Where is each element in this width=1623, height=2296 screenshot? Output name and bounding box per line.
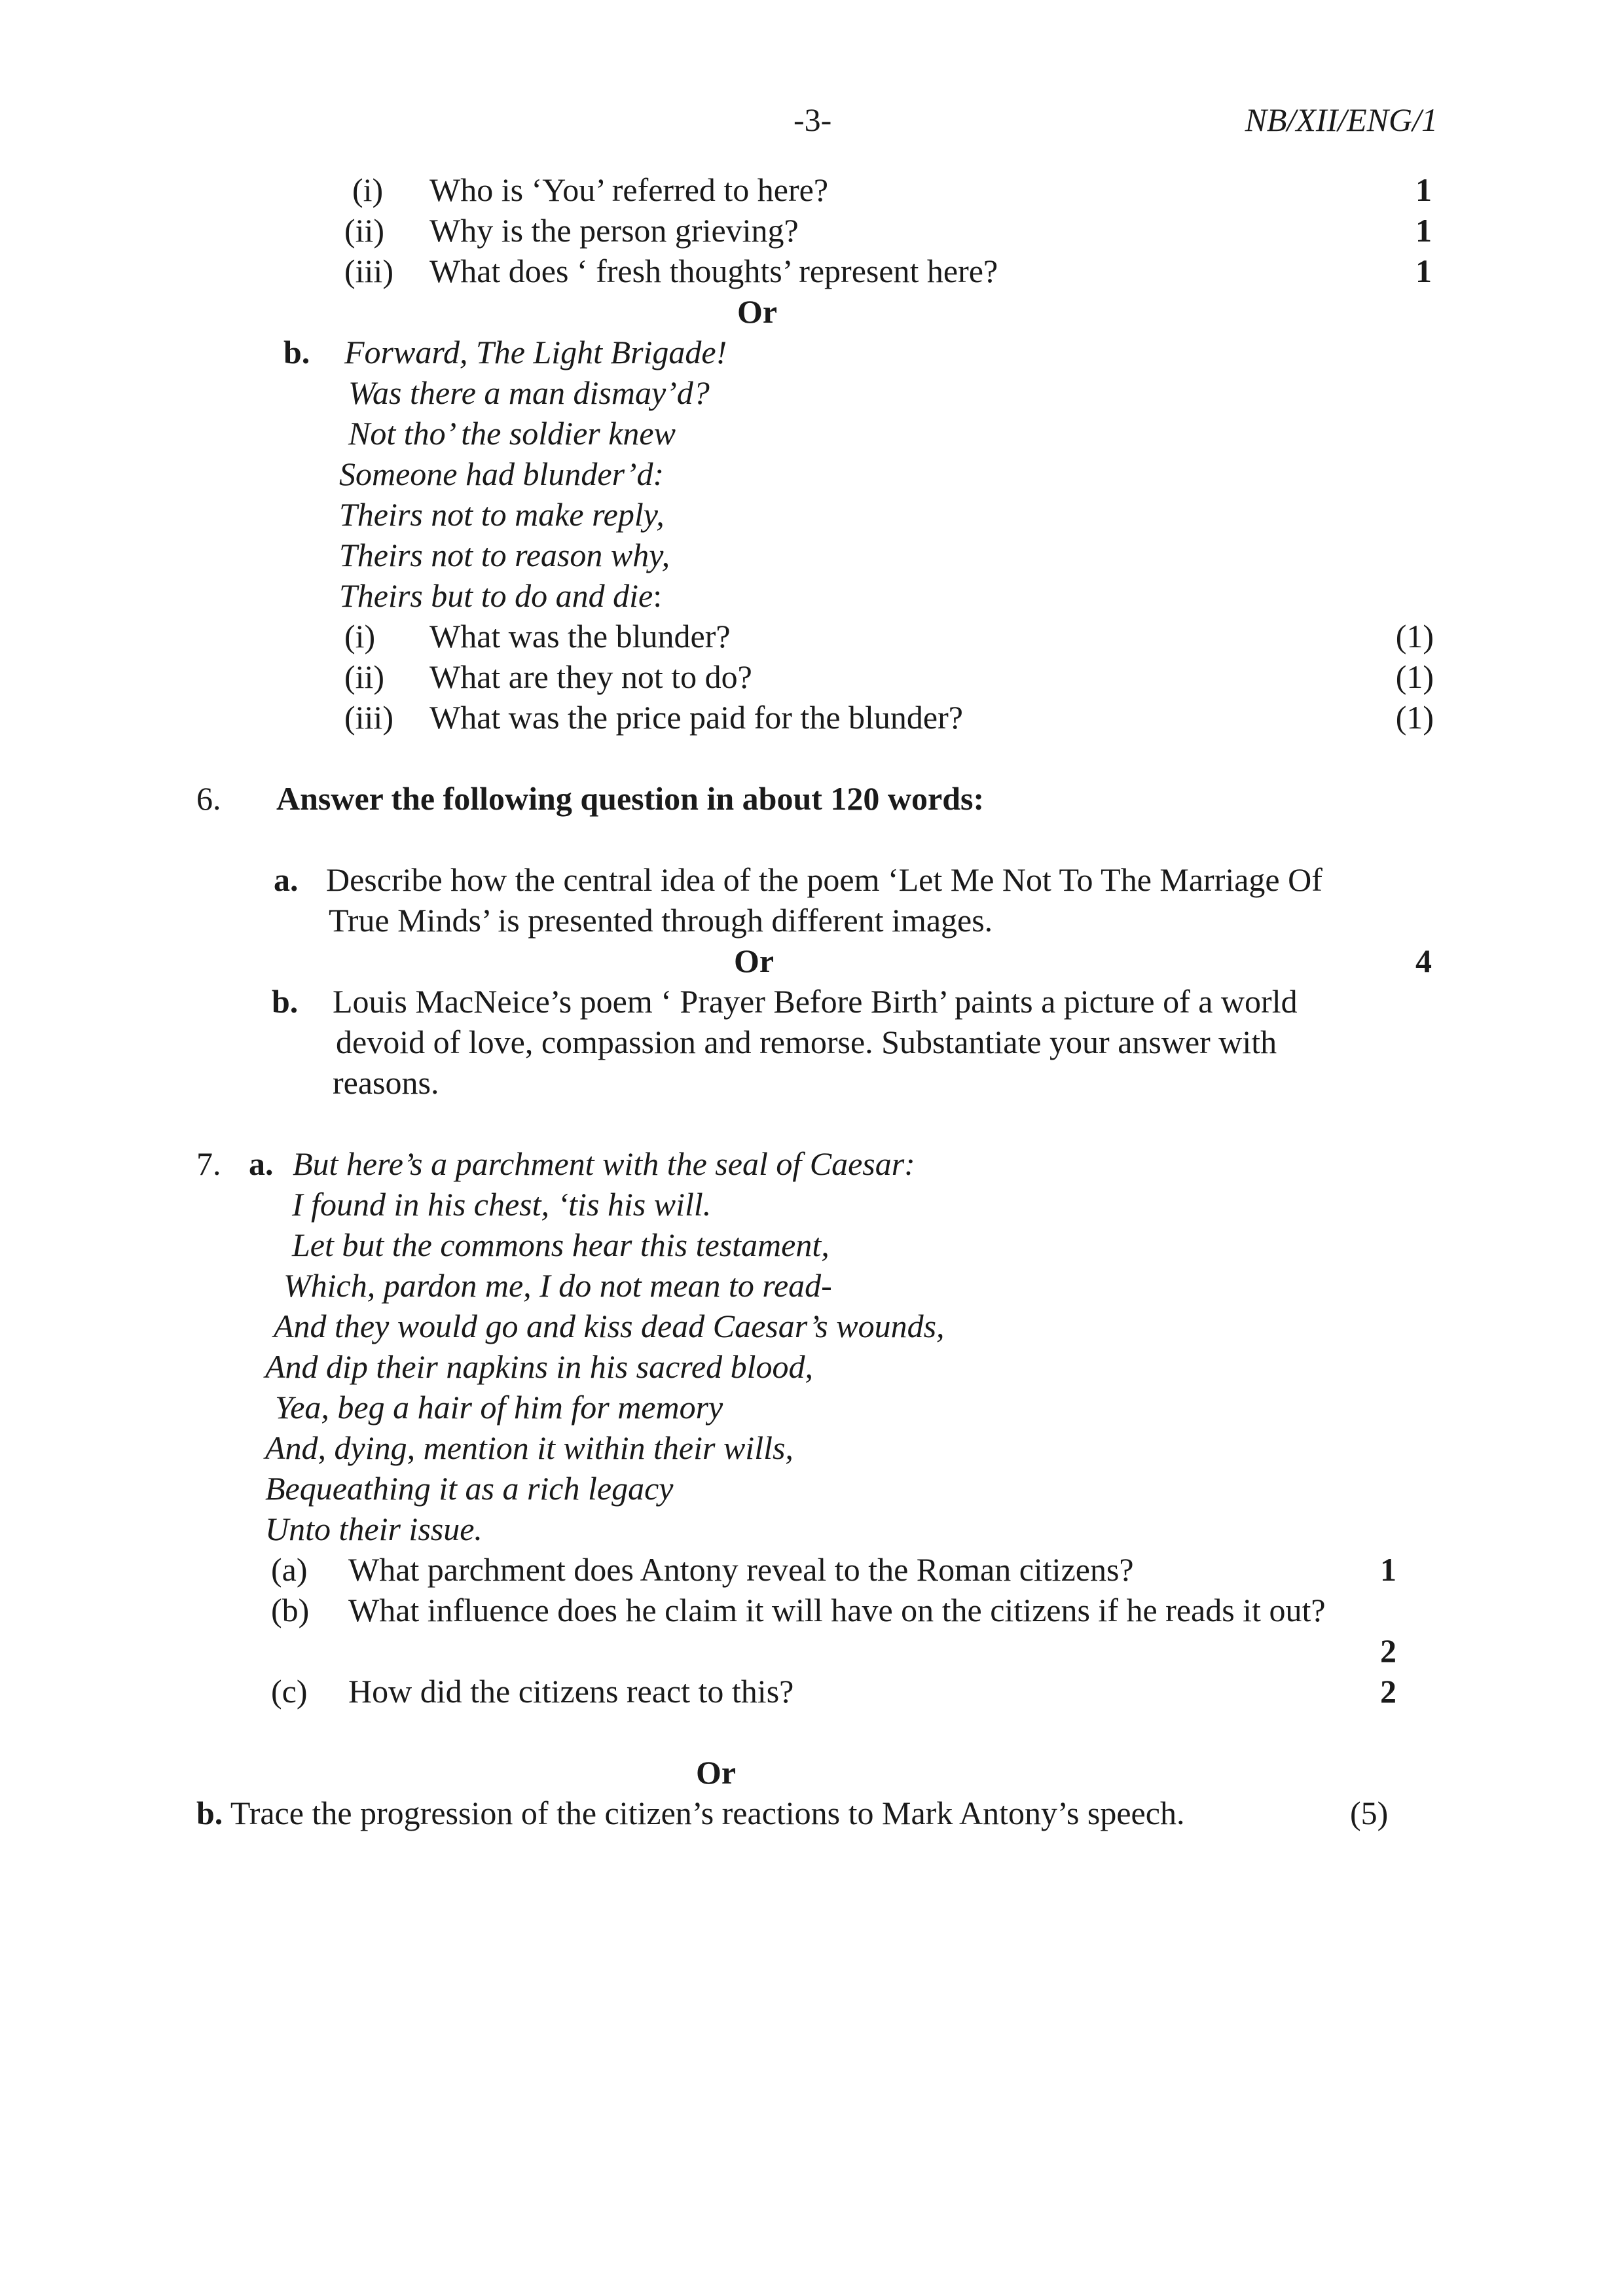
q7a-item-text: How did the citizens react to this?	[348, 1673, 794, 1710]
q6b-label: b.	[272, 983, 299, 1020]
passage-line: And they would go and kiss dead Caesar’s wounds,	[274, 1308, 945, 1344]
paper-code: NB/XII/ENG/1	[1245, 101, 1438, 138]
q5a-item-text: What does ‘ fresh thoughts’ represent here?	[429, 253, 998, 289]
poem-line: Theirs but to do and die	[339, 577, 653, 614]
q5a-item-mark: 1	[1415, 171, 1432, 208]
q7b-mark: (5)	[1350, 1795, 1389, 1831]
passage-line: And dip their napkins in his sacred blood,	[265, 1348, 813, 1385]
page-number: -3-	[793, 101, 832, 138]
passage-line: Which, pardon me, I do not mean to read-	[283, 1267, 832, 1304]
q6a-line: True Minds’ is presented through different images.	[329, 902, 993, 939]
q6b-line: Louis MacNeice’s poem ‘ Prayer Before Birth’ paints a picture of a world	[333, 983, 1298, 1020]
q6b-line: devoid of love, compassion and remorse. Substantiate your answer with	[336, 1024, 1277, 1060]
q5a-item-num: (i)	[352, 171, 384, 208]
q7a-item-mark: 2	[1380, 1632, 1396, 1669]
q5a-item-text: Who is ‘You’ referred to here?	[429, 171, 829, 208]
q5b-item-mark: (1)	[1395, 618, 1434, 655]
q5b-item-text: What was the price paid for the blunder?	[429, 699, 963, 736]
poem-line: Theirs not to reason why,	[339, 537, 670, 573]
q5b-item-num: (ii)	[344, 658, 385, 695]
question-number: 6.	[196, 780, 221, 817]
q5a-item-mark: 1	[1415, 212, 1432, 249]
q6a-line: Describe how the central idea of the poem ‘Let Me Not To The Marriage Of	[326, 861, 1322, 898]
q5b-label: b.	[283, 334, 310, 370]
q6a-label: a.	[274, 861, 299, 898]
q7b-line	[196, 1793, 1184, 1833]
q5b-item-num: (i)	[344, 618, 376, 655]
q5b-item-mark: (1)	[1395, 699, 1434, 736]
q5a-item-text: Why is the person grieving?	[429, 212, 799, 249]
q5a-item-num: (ii)	[344, 212, 385, 249]
poem-line: Forward, The Light Brigade!	[344, 334, 727, 370]
poem-line: Theirs not to make reply,	[339, 496, 665, 533]
q7a-label: a.	[249, 1145, 274, 1182]
q7b-text: Trace the progression of the citizen’s reactions to Mark Antony’s speech.	[230, 1795, 1185, 1831]
q7a-item-num: (c)	[271, 1673, 308, 1710]
q5a-item-mark: 1	[1415, 253, 1432, 289]
q5b-item-mark: (1)	[1395, 658, 1434, 695]
poem-line: Not tho’ the soldier knew	[348, 415, 676, 452]
question-number: 7.	[196, 1145, 221, 1182]
passage-line: And, dying, mention it within their wills,	[265, 1429, 793, 1466]
q7b-label: b.	[196, 1795, 223, 1831]
q5b-item-text: What are they not to do?	[429, 658, 752, 695]
q7a-item-num: (a)	[271, 1551, 308, 1588]
q7a-item-num: (b)	[271, 1592, 310, 1628]
passage-line: Bequeathing it as a rich legacy	[265, 1470, 674, 1507]
q6b-line: reasons.	[333, 1064, 439, 1101]
poem-line-last	[339, 575, 662, 616]
q7a-item-text: What influence does he claim it will have on the citizens if he reads it out?	[348, 1592, 1326, 1628]
passage-line: Let but the commons hear this testament,	[292, 1227, 830, 1263]
q5a-item-num: (iii)	[344, 253, 393, 289]
or-divider: Or	[734, 942, 775, 979]
passage-line: Unto their issue.	[265, 1511, 483, 1547]
q6-heading: Answer the following question in about 120 words:	[276, 780, 985, 817]
poem-line: Was there a man dismay’d?	[348, 374, 710, 411]
q6-mark: 4	[1415, 942, 1432, 979]
or-divider: Or	[737, 293, 778, 330]
passage-line: I found in his chest, ‘tis his will.	[292, 1186, 712, 1223]
passage-line: Yea, beg a hair of him for memory	[275, 1389, 723, 1426]
q5b-item-text: What was the blunder?	[429, 618, 731, 655]
q7a-item-mark: 2	[1380, 1673, 1396, 1710]
q7a-item-text: What parchment does Antony reveal to the Roman citizens?	[348, 1551, 1134, 1588]
passage-line: But here’s a parchment with the seal of Caesar:	[293, 1145, 915, 1182]
q5b-item-num: (iii)	[344, 699, 393, 736]
q7a-item-mark: 1	[1380, 1551, 1396, 1588]
poem-line-punct: :	[653, 577, 663, 614]
or-divider: Or	[696, 1754, 737, 1791]
poem-line: Someone had blunder’d:	[339, 456, 665, 492]
